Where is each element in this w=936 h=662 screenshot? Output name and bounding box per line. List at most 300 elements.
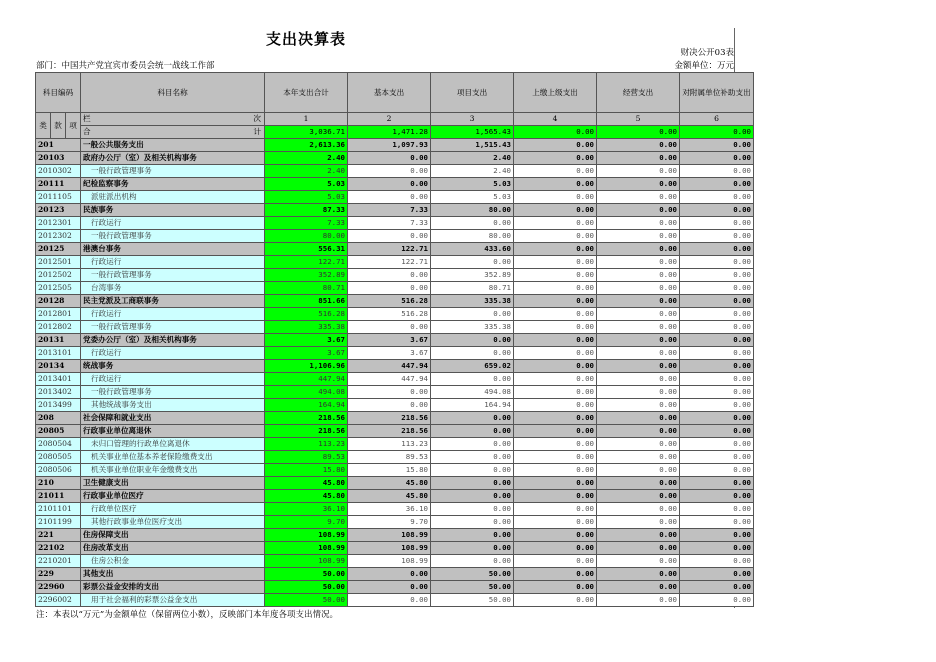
row-name: 一般行政管理事务: [81, 230, 265, 243]
row-value-col-5: 0.00: [597, 451, 680, 464]
row-value-col-1: 1,106.96: [265, 360, 348, 373]
row-value-col-1: 122.71: [265, 256, 348, 269]
col-num-3: 3: [431, 113, 514, 126]
total-col-1: 3,036.71: [265, 126, 348, 139]
department-label: 部门：中国共产党宜宾市委员会统一战线工作部: [36, 61, 215, 71]
row-name: 一般公共服务支出: [81, 139, 265, 152]
row-value-col-3: 0.00: [431, 477, 514, 490]
table-row: [36, 217, 754, 230]
row-value-col-3: 80.71: [431, 282, 514, 295]
row-value-col-1: 108.99: [265, 542, 348, 555]
header-code: 科目编码: [36, 73, 81, 113]
row-value-col-5: 0.00: [597, 139, 680, 152]
row-value-col-2: 108.99: [348, 542, 431, 555]
row-value-col-2: 45.80: [348, 490, 431, 503]
row-value-col-1: 352.89: [265, 269, 348, 282]
row-value-col-3: 5.03: [431, 178, 514, 191]
row-code: 20125: [36, 243, 81, 256]
table-row: [36, 282, 754, 295]
row-value-col-5: 0.00: [597, 269, 680, 282]
row-value-col-3: 0.00: [431, 308, 514, 321]
report-title: 支出决算表: [265, 30, 346, 48]
row-value-col-4: 0.00: [514, 204, 597, 217]
row-value-col-4: 0.00: [514, 178, 597, 191]
row-value-col-6: 0.00: [680, 477, 754, 490]
row-value-col-5: 0.00: [597, 204, 680, 217]
row-code: 2101199: [36, 516, 81, 529]
row-code: 20134: [36, 360, 81, 373]
row-value-col-3: 0.00: [431, 503, 514, 516]
row-value-col-6: 0.00: [680, 529, 754, 542]
row-value-col-5: 0.00: [597, 178, 680, 191]
row-value-col-5: 0.00: [597, 334, 680, 347]
row-value-col-1: 108.99: [265, 555, 348, 568]
row-value-col-1: 335.38: [265, 321, 348, 334]
header-col-2: 基本支出: [348, 73, 431, 113]
row-value-col-6: 0.00: [680, 581, 754, 594]
table-row: [36, 191, 754, 204]
row-name: 民族事务: [81, 204, 265, 217]
header-col-5: 经营支出: [597, 73, 680, 113]
row-name: 港澳台事务: [81, 243, 265, 256]
row-name: 行政运行: [81, 373, 265, 386]
total-col-5: 0.00: [597, 126, 680, 139]
expenditure-table: [35, 72, 754, 607]
row-name: 一般行政管理事务: [81, 321, 265, 334]
row-code: 2012501: [36, 256, 81, 269]
row-value-col-6: 0.00: [680, 191, 754, 204]
row-value-col-6: 0.00: [680, 230, 754, 243]
row-value-col-4: 0.00: [514, 295, 597, 308]
row-value-col-4: 0.00: [514, 555, 597, 568]
row-value-col-1: 3.67: [265, 334, 348, 347]
row-value-col-4: 0.00: [514, 191, 597, 204]
row-value-col-5: 0.00: [597, 542, 680, 555]
header-col-4: 上缴上级支出: [514, 73, 597, 113]
table-row: [36, 243, 754, 256]
table-row: [36, 490, 754, 503]
row-value-col-1: 7.33: [265, 217, 348, 230]
row-value-col-2: 218.56: [348, 425, 431, 438]
table-row: [36, 516, 754, 529]
row-name: 机关事业单位职业年金缴费支出: [81, 464, 265, 477]
row-name: 党委办公厅（室）及相关机构事务: [81, 334, 265, 347]
row-value-col-3: 50.00: [431, 581, 514, 594]
col-num-5: 5: [597, 113, 680, 126]
table-row: [36, 178, 754, 191]
total-col-2: 1,471.28: [348, 126, 431, 139]
total-ji: 计: [253, 127, 261, 136]
col-num-2: 2: [348, 113, 431, 126]
row-value-col-6: 0.00: [680, 542, 754, 555]
row-code: 221: [36, 529, 81, 542]
row-code: 2013101: [36, 347, 81, 360]
row-value-col-1: 2.40: [265, 165, 348, 178]
row-value-col-4: 0.00: [514, 529, 597, 542]
row-value-col-3: 80.00: [431, 230, 514, 243]
row-value-col-5: 0.00: [597, 490, 680, 503]
row-code: 210: [36, 477, 81, 490]
row-value-col-2: 0.00: [348, 282, 431, 295]
col-num-1: 1: [265, 113, 348, 126]
row-value-col-4: 0.00: [514, 568, 597, 581]
row-code: 2080506: [36, 464, 81, 477]
row-code: 2080505: [36, 451, 81, 464]
row-code: 21011: [36, 490, 81, 503]
row-value-col-3: 0.00: [431, 516, 514, 529]
row-value-col-3: 0.00: [431, 451, 514, 464]
row-value-col-2: 0.00: [348, 594, 431, 607]
row-value-col-1: 3.67: [265, 347, 348, 360]
row-value-col-4: 0.00: [514, 594, 597, 607]
row-value-col-2: 122.71: [348, 243, 431, 256]
row-value-col-3: 494.08: [431, 386, 514, 399]
row-value-col-1: 164.94: [265, 399, 348, 412]
header-lan: 栏: [83, 114, 91, 123]
row-value-col-6: 0.00: [680, 451, 754, 464]
row-value-col-3: 352.89: [431, 269, 514, 282]
table-row: [36, 386, 754, 399]
row-value-col-4: 0.00: [514, 373, 597, 386]
row-value-col-1: 108.99: [265, 529, 348, 542]
row-value-col-6: 0.00: [680, 412, 754, 425]
row-value-col-4: 0.00: [514, 490, 597, 503]
row-value-col-4: 0.00: [514, 139, 597, 152]
row-code: 2012302: [36, 230, 81, 243]
header-name: 科目名称: [81, 73, 265, 113]
row-value-col-6: 0.00: [680, 282, 754, 295]
row-value-col-1: 5.03: [265, 191, 348, 204]
row-value-col-6: 0.00: [680, 308, 754, 321]
row-name: 政府办公厅（室）及相关机构事务: [81, 152, 265, 165]
table-row: [36, 529, 754, 542]
row-value-col-5: 0.00: [597, 581, 680, 594]
row-value-col-5: 0.00: [597, 217, 680, 230]
row-value-col-2: 36.10: [348, 503, 431, 516]
row-value-col-6: 0.00: [680, 425, 754, 438]
row-value-col-5: 0.00: [597, 191, 680, 204]
row-value-col-3: 5.03: [431, 191, 514, 204]
row-value-col-4: 0.00: [514, 256, 597, 269]
row-value-col-2: 516.28: [348, 308, 431, 321]
row-name: 住房保障支出: [81, 529, 265, 542]
row-value-col-5: 0.00: [597, 308, 680, 321]
table-row: [36, 256, 754, 269]
row-value-col-3: 0.00: [431, 373, 514, 386]
row-value-col-6: 0.00: [680, 438, 754, 451]
row-value-col-4: 0.00: [514, 217, 597, 230]
row-value-col-1: 50.00: [265, 568, 348, 581]
row-code: 2013499: [36, 399, 81, 412]
total-col-3: 1,565.43: [431, 126, 514, 139]
row-value-col-1: 556.31: [265, 243, 348, 256]
row-value-col-5: 0.00: [597, 256, 680, 269]
row-name: 社会保障和就业支出: [81, 412, 265, 425]
header-col-6: 对附属单位补助支出: [680, 73, 754, 113]
row-name: 统战事务: [81, 360, 265, 373]
row-value-col-6: 0.00: [680, 373, 754, 386]
row-value-col-4: 0.00: [514, 282, 597, 295]
header-col-1: 本年支出合计: [265, 73, 348, 113]
table-row: [36, 399, 754, 412]
row-value-col-2: 1,097.93: [348, 139, 431, 152]
row-name: 一般行政管理事务: [81, 165, 265, 178]
row-code: 2012301: [36, 217, 81, 230]
row-value-col-4: 0.00: [514, 152, 597, 165]
table-row: [36, 360, 754, 373]
row-value-col-2: 3.67: [348, 334, 431, 347]
row-value-col-6: 0.00: [680, 256, 754, 269]
row-value-col-5: 0.00: [597, 412, 680, 425]
table-row: [36, 204, 754, 217]
row-value-col-1: 447.94: [265, 373, 348, 386]
row-value-col-1: 851.66: [265, 295, 348, 308]
row-value-col-2: 89.53: [348, 451, 431, 464]
row-value-col-3: 0.00: [431, 217, 514, 230]
row-code: 22102: [36, 542, 81, 555]
row-value-col-6: 0.00: [680, 594, 754, 607]
row-name: 派驻派出机构: [81, 191, 265, 204]
row-value-col-2: 108.99: [348, 555, 431, 568]
row-value-col-1: 113.23: [265, 438, 348, 451]
row-code: 2012802: [36, 321, 81, 334]
row-value-col-2: 0.00: [348, 191, 431, 204]
row-value-col-3: 80.00: [431, 204, 514, 217]
table-row: [36, 555, 754, 568]
row-value-col-1: 218.56: [265, 425, 348, 438]
row-value-col-6: 0.00: [680, 347, 754, 360]
row-value-col-5: 0.00: [597, 230, 680, 243]
table-row: [36, 139, 754, 152]
row-name: 行政运行: [81, 308, 265, 321]
table-row: [36, 542, 754, 555]
table-row: [36, 464, 754, 477]
col-num-4: 4: [514, 113, 597, 126]
row-value-col-1: 494.08: [265, 386, 348, 399]
row-value-col-1: 80.00: [265, 230, 348, 243]
row-name: 彩票公益金安排的支出: [81, 581, 265, 594]
row-code: 2013401: [36, 373, 81, 386]
row-value-col-6: 0.00: [680, 555, 754, 568]
table-row: [36, 594, 754, 607]
row-name: 一般行政管理事务: [81, 269, 265, 282]
row-value-col-4: 0.00: [514, 334, 597, 347]
row-code: 22960: [36, 581, 81, 594]
total-col-4: 0.00: [514, 126, 597, 139]
table-row: [36, 230, 754, 243]
row-value-col-6: 0.00: [680, 399, 754, 412]
row-value-col-4: 0.00: [514, 360, 597, 373]
table-row: [36, 321, 754, 334]
column-number-row: [36, 113, 754, 126]
row-value-col-5: 0.00: [597, 243, 680, 256]
row-value-col-2: 7.33: [348, 217, 431, 230]
row-value-col-6: 0.00: [680, 386, 754, 399]
row-value-col-3: 0.00: [431, 438, 514, 451]
row-value-col-5: 0.00: [597, 529, 680, 542]
row-value-col-6: 0.00: [680, 360, 754, 373]
row-value-col-5: 0.00: [597, 386, 680, 399]
row-value-col-4: 0.00: [514, 542, 597, 555]
row-value-col-1: 2,613.36: [265, 139, 348, 152]
row-value-col-5: 0.00: [597, 165, 680, 178]
row-value-col-3: 433.60: [431, 243, 514, 256]
row-value-col-2: 113.23: [348, 438, 431, 451]
row-name: 住房改革支出: [81, 542, 265, 555]
row-name: 行政运行: [81, 217, 265, 230]
row-code: 208: [36, 412, 81, 425]
row-value-col-1: 15.80: [265, 464, 348, 477]
row-value-col-4: 0.00: [514, 269, 597, 282]
form-code: 财决公开03表: [680, 48, 734, 58]
header-lanci: [81, 113, 265, 126]
row-name: 民主党派及工商联事务: [81, 295, 265, 308]
table-row: [36, 568, 754, 581]
row-value-col-4: 0.00: [514, 477, 597, 490]
row-value-col-3: 50.00: [431, 594, 514, 607]
row-value-col-5: 0.00: [597, 438, 680, 451]
row-value-col-5: 0.00: [597, 516, 680, 529]
header-kuan: 款: [51, 113, 66, 139]
row-value-col-6: 0.00: [680, 243, 754, 256]
total-row: [36, 126, 754, 139]
row-value-col-3: 164.94: [431, 399, 514, 412]
row-value-col-1: 218.56: [265, 412, 348, 425]
row-value-col-4: 0.00: [514, 438, 597, 451]
row-name: 卫生健康支出: [81, 477, 265, 490]
row-value-col-5: 0.00: [597, 425, 680, 438]
table-row: [36, 347, 754, 360]
row-code: 20131: [36, 334, 81, 347]
row-value-col-3: 335.38: [431, 321, 514, 334]
row-value-col-3: 659.02: [431, 360, 514, 373]
row-value-col-5: 0.00: [597, 360, 680, 373]
table-row: [36, 503, 754, 516]
row-value-col-3: 335.38: [431, 295, 514, 308]
row-value-col-1: 5.03: [265, 178, 348, 191]
table-row: [36, 295, 754, 308]
row-value-col-2: 447.94: [348, 373, 431, 386]
row-code: 20128: [36, 295, 81, 308]
header-lei: 类: [36, 113, 51, 139]
row-name: 行政事业单位离退休: [81, 425, 265, 438]
row-value-col-3: 0.00: [431, 347, 514, 360]
row-value-col-4: 0.00: [514, 230, 597, 243]
col-num-6: 6: [680, 113, 754, 126]
table-row: [36, 152, 754, 165]
row-value-col-3: 0.00: [431, 425, 514, 438]
row-name: 未归口管理的行政单位离退休: [81, 438, 265, 451]
row-value-col-2: 108.99: [348, 529, 431, 542]
table-row: [36, 425, 754, 438]
row-value-col-5: 0.00: [597, 503, 680, 516]
row-value-col-3: 2.40: [431, 165, 514, 178]
row-value-col-2: 0.00: [348, 581, 431, 594]
row-value-col-2: 0.00: [348, 152, 431, 165]
table-row: [36, 412, 754, 425]
table-row: [36, 451, 754, 464]
row-value-col-2: 218.56: [348, 412, 431, 425]
row-value-col-2: 516.28: [348, 295, 431, 308]
row-name: 行政运行: [81, 256, 265, 269]
row-name: 住房公积金: [81, 555, 265, 568]
row-name: 其他支出: [81, 568, 265, 581]
row-code: 20103: [36, 152, 81, 165]
row-name: 一般行政管理事务: [81, 386, 265, 399]
row-name: 台湾事务: [81, 282, 265, 295]
row-value-col-6: 0.00: [680, 464, 754, 477]
row-value-col-2: 0.00: [348, 321, 431, 334]
row-value-col-5: 0.00: [597, 399, 680, 412]
row-value-col-2: 0.00: [348, 178, 431, 191]
row-value-col-2: 9.70: [348, 516, 431, 529]
row-value-col-1: 80.71: [265, 282, 348, 295]
row-value-col-3: 1,515.43: [431, 139, 514, 152]
row-value-col-3: 0.00: [431, 490, 514, 503]
row-code: 2012505: [36, 282, 81, 295]
row-value-col-1: 2.40: [265, 152, 348, 165]
row-code: 201: [36, 139, 81, 152]
row-value-col-1: 45.80: [265, 490, 348, 503]
row-value-col-4: 0.00: [514, 347, 597, 360]
row-value-col-2: 3.67: [348, 347, 431, 360]
row-value-col-1: 9.70: [265, 516, 348, 529]
row-name: 纪检监察事务: [81, 178, 265, 191]
row-value-col-5: 0.00: [597, 568, 680, 581]
row-value-col-4: 0.00: [514, 399, 597, 412]
row-name: 用于社会福利的彩票公益金支出: [81, 594, 265, 607]
row-value-col-6: 0.00: [680, 139, 754, 152]
row-value-col-1: 50.00: [265, 581, 348, 594]
row-value-col-5: 0.00: [597, 464, 680, 477]
row-name: 机关事业单位基本养老保险缴费支出: [81, 451, 265, 464]
row-value-col-3: 50.00: [431, 568, 514, 581]
row-value-col-2: 0.00: [348, 399, 431, 412]
total-he: 合: [83, 127, 91, 136]
row-value-col-6: 0.00: [680, 568, 754, 581]
table-row: [36, 269, 754, 282]
row-value-col-6: 0.00: [680, 165, 754, 178]
header-ci: 次: [253, 114, 261, 123]
row-value-col-2: 0.00: [348, 165, 431, 178]
table-row: [36, 477, 754, 490]
row-value-col-3: 0.00: [431, 334, 514, 347]
total-col-6: 0.00: [680, 126, 754, 139]
row-value-col-1: 516.28: [265, 308, 348, 321]
row-value-col-1: 45.80: [265, 477, 348, 490]
row-value-col-6: 0.00: [680, 295, 754, 308]
row-value-col-2: 7.33: [348, 204, 431, 217]
row-value-col-2: 0.00: [348, 568, 431, 581]
row-value-col-4: 0.00: [514, 243, 597, 256]
row-value-col-5: 0.00: [597, 152, 680, 165]
row-value-col-1: 50.00: [265, 594, 348, 607]
row-value-col-4: 0.00: [514, 386, 597, 399]
row-value-col-5: 0.00: [597, 373, 680, 386]
row-code: 2012801: [36, 308, 81, 321]
row-value-col-6: 0.00: [680, 269, 754, 282]
footnote: 注：本表以“万元”为金额单位（保留两位小数），反映部门本年度各项支出情况。: [36, 610, 338, 620]
header-xiang: 项: [66, 113, 81, 139]
row-value-col-3: 0.00: [431, 256, 514, 269]
row-value-col-6: 0.00: [680, 321, 754, 334]
row-value-col-5: 0.00: [597, 594, 680, 607]
row-value-col-4: 0.00: [514, 425, 597, 438]
header-col-3: 项目支出: [431, 73, 514, 113]
row-value-col-6: 0.00: [680, 217, 754, 230]
row-value-col-6: 0.00: [680, 334, 754, 347]
row-code: 2012502: [36, 269, 81, 282]
